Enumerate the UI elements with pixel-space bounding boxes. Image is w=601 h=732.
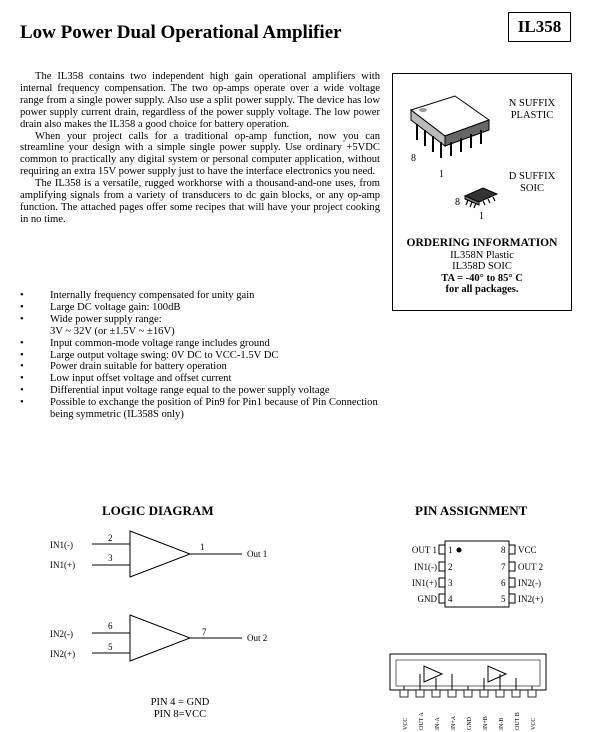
feature-item: • Low input offset voltage and offset current bbox=[20, 373, 390, 385]
ordering-temp: TA = -40° to 85° C bbox=[441, 272, 523, 284]
page-title: Low Power Dual Operational Amplifier bbox=[20, 22, 342, 43]
in1-minus-label: IN1(-) bbox=[50, 540, 73, 550]
ordering-line: IL358D SOIC bbox=[452, 261, 512, 272]
pin-number: 7 bbox=[501, 562, 506, 572]
intro-paragraph-3: The IL358 is a versatile, rugged workhorse with a thousand-and-one uses, from amplifying signals from a variety of transducers to dc gain blocks, or any op-amp function. The attached pages offer some recipes that will have your project cooking in no time. bbox=[20, 178, 380, 225]
out1-label: Out 1 bbox=[247, 549, 268, 559]
intro-text bbox=[20, 71, 380, 226]
feature-item: • Large output voltage swing: 0V DC to VCC-1.5V DC bbox=[20, 350, 390, 362]
pin-number: 2 bbox=[448, 562, 453, 572]
feature-list bbox=[20, 290, 390, 421]
pin-number: 3 bbox=[448, 578, 453, 588]
pin-7-label: 7 bbox=[202, 627, 207, 637]
in1-plus-label: IN1(+) bbox=[50, 560, 76, 570]
feature-item: • Input common-mode voltage range includes ground bbox=[20, 338, 390, 350]
footprint-label: GND bbox=[467, 717, 473, 730]
footprint-label: OUT B bbox=[515, 712, 521, 730]
feature-text: Wide power supply range: bbox=[50, 313, 162, 325]
feature-item: • Power drain suitable for battery operation bbox=[20, 361, 390, 373]
opamp-1-symbol bbox=[130, 531, 190, 577]
pin-assignment-diagram bbox=[395, 535, 575, 615]
ordering-line: IL358N Plastic bbox=[450, 249, 514, 261]
in2-minus-label: IN2(-) bbox=[50, 629, 73, 639]
n-suffix-label: N SUFFIX bbox=[508, 98, 556, 109]
pin-number: 1 bbox=[448, 545, 453, 555]
pin-label-right: OUT 2 bbox=[518, 562, 544, 572]
ordering-info bbox=[393, 238, 571, 296]
feature-item: • Internally frequency compensated for unity gain bbox=[20, 290, 390, 302]
intro-paragraph-2: When your project calls for a traditional op-amp function, now you can streamline your design with a simple single power supply. Use ordinary +5VDC common to practically any digital system or personal computer application, without requiring an extra 15V power supply just to have the interface electronics you need. bbox=[20, 130, 380, 178]
pin8-note: PIN 8=VCC bbox=[153, 709, 207, 720]
pin-1-label: 1 bbox=[200, 542, 205, 552]
pin-assignment-title: PIN ASSIGNMENT bbox=[415, 503, 528, 518]
internal-schematic bbox=[384, 648, 554, 732]
schematic-amp-a bbox=[424, 666, 442, 682]
part-number-box: IL358 bbox=[508, 12, 571, 42]
footprint-label: VCC bbox=[531, 717, 537, 730]
footprint-label: IN-A bbox=[435, 717, 441, 730]
pin-label-right: VCC bbox=[518, 545, 537, 555]
soic-pin8-label: 8 bbox=[455, 197, 460, 208]
in2-plus-label: IN2(+) bbox=[50, 649, 76, 659]
power-pin-notes bbox=[120, 697, 240, 721]
footprint-label: IN-B bbox=[499, 717, 505, 730]
opamp-2-symbol bbox=[130, 615, 190, 661]
feature-item: • Large DC voltage gain: 100dB bbox=[20, 302, 390, 314]
footprint-label: OUT A bbox=[419, 712, 425, 730]
pin-6-label: 6 bbox=[108, 621, 113, 631]
schematic-amp-b bbox=[488, 666, 506, 682]
intro-paragraph-1: The IL358 contains two independent high gain operational amplifiers with internal frequency compensation. The two op-amps operate over a wide voltage range from a single power supply. Also use a split power supply. The device has low power supply current drain, regardless of the power supply voltage. The low power drain also makes the IL358 a good choice for battery operation. bbox=[20, 71, 380, 130]
pin-3-label: 3 bbox=[108, 553, 113, 563]
dip-pin8-label: 8 bbox=[411, 153, 416, 164]
pin-label-left: GND bbox=[417, 594, 437, 604]
supply-range: 3V ~ 32V (or ±1.5V ~ ±16V) bbox=[50, 325, 175, 337]
n-suffix-type: PLASTIC bbox=[510, 110, 554, 121]
pin-label-left: IN1(-) bbox=[414, 562, 437, 572]
pin-label-right: IN2(-) bbox=[518, 578, 541, 588]
d-suffix-label: D SUFFIX bbox=[508, 171, 556, 182]
pin-number: 8 bbox=[501, 545, 506, 555]
pin1-marker bbox=[457, 548, 462, 553]
schematic-outline bbox=[390, 654, 546, 690]
pin-label-left: IN1(+) bbox=[411, 578, 437, 588]
pin-label-right: IN2(+) bbox=[518, 594, 544, 604]
d-suffix-type: SOIC bbox=[520, 183, 544, 194]
pin-number: 4 bbox=[448, 594, 453, 604]
logic-diagram-title: LOGIC DIAGRAM bbox=[102, 503, 214, 518]
package-info-box bbox=[392, 73, 572, 311]
footprint-label: VCC bbox=[403, 717, 409, 730]
footprint-label: IN+B bbox=[483, 716, 489, 730]
logic-diagram bbox=[50, 525, 290, 685]
ordering-note: for all packages. bbox=[445, 284, 519, 295]
dip-pin1-label: 1 bbox=[439, 169, 444, 180]
feature-item: • Possible to exchange the position of Pin9 for Pin1 because of Pin Connection being symmetric (IL358S only) bbox=[20, 397, 390, 421]
soic-pin1-label: 1 bbox=[479, 211, 484, 222]
ordering-heading: ORDERING INFORMATION bbox=[406, 237, 558, 249]
pin-5-label: 5 bbox=[108, 642, 113, 652]
soic-package-icon bbox=[465, 188, 497, 208]
feature-item: • Differential input voltage range equal to the power supply voltage bbox=[20, 385, 390, 397]
ic-body bbox=[445, 541, 509, 607]
pin4-note: PIN 4 = GND bbox=[150, 697, 210, 708]
feature-item bbox=[20, 314, 390, 338]
pin-number: 6 bbox=[501, 578, 506, 588]
dip-package-icon bbox=[411, 96, 489, 158]
out2-label: Out 2 bbox=[247, 633, 268, 643]
pin-2-label: 2 bbox=[108, 533, 113, 543]
pin-number: 5 bbox=[501, 594, 506, 604]
footprint-label: IN+A bbox=[451, 715, 457, 730]
pin-label-left: OUT 1 bbox=[411, 545, 437, 555]
